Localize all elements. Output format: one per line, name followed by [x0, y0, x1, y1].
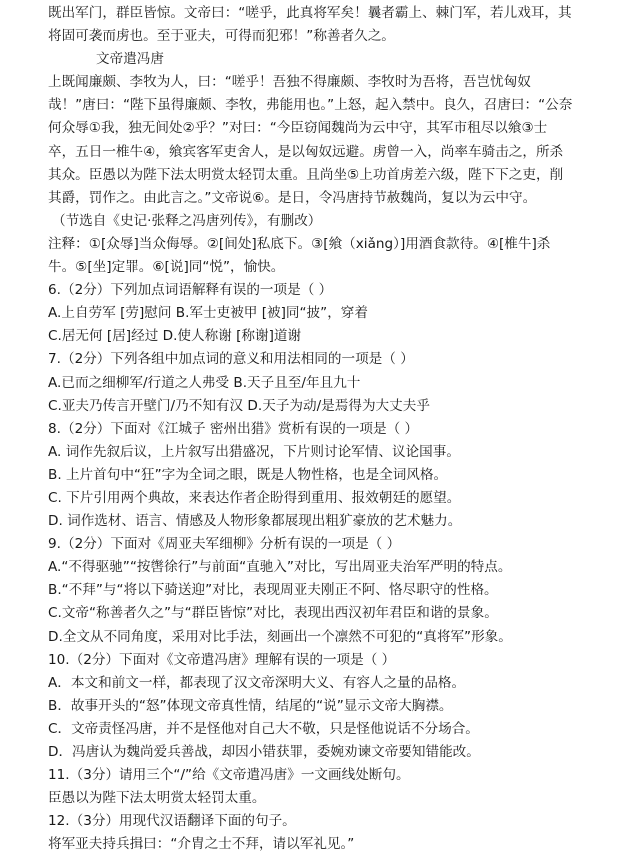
question-11: 11.（3分）请用三个“/”给《文帝遣冯唐》一文画线处断句。 [48, 767, 410, 784]
passage-line-8: 其爵，罚作之。由此言之。”文帝说⑥。是日，令冯唐持节赦魏尚，复以为云中守。 [48, 189, 537, 206]
q7-options-cd: C.亚夫乃传言开壁门/乃不知有汉 D.天子为动/是焉得为大丈夫乎 [48, 397, 430, 414]
passage-line-3: 上既闻廉颇、李牧为人，曰：“嗟乎！吾独不得廉颇、李牧时为吾将，吾岂忧匈奴 [48, 74, 531, 91]
q9-option-b: B.“不拜”与“将以下骑送迎”对比，表现周亚夫刚正不阿、恪尽职守的性格。 [48, 582, 498, 599]
q10-option-d: D．冯唐认为魏尚爱兵善战，却因小错获罪，委婉劝谏文帝要知错能改。 [48, 744, 480, 760]
question-6: 6.（2分）下列加点词语解释有误的一项是（ ） [48, 282, 333, 299]
notes-line-2: 牛。⑤[坐]定罪。⑥[说]同“悦”，愉快。 [48, 259, 285, 276]
q9-option-d: D.全文从不同角度，采用对比手法，刻画出一个凛然不可犯的“真将军”形象。 [48, 628, 512, 645]
section-title: 文帝遣冯唐 [96, 51, 164, 68]
passage-line-7: 其众。臣愚以为陛下法太明赏太轻罚太重。且尚坐⑤上功首虏差六级，陛下下之吏，削 [48, 166, 564, 183]
source-note: （节选自《史记·张释之冯唐列传》，有删改） [52, 212, 322, 229]
q6-options-ab: A.上自劳军 [劳]慰问 B.军士吏被甲 [被]同“披”，穿着 [48, 305, 368, 322]
q7-options-ab: A.已而之细柳军/行道之人弗受 B.天子且至/年且九十 [48, 374, 361, 391]
q10-option-a: A．本文和前文一样，都表现了汉文帝深明大义、有容人之量的品格。 [48, 674, 466, 691]
q6-options-cd: C.居无何 [居]经过 D.使人称谢 [称谢]道谢 [48, 328, 302, 345]
passage-line-2: 将固可袭而虏也。至于亚夫，可得而犯邪！”称善者久之。 [48, 28, 395, 45]
question-12: 12.（3分）用现代汉语翻译下面的句子。 [48, 813, 296, 830]
notes-line-1: 注释：①[众辱]当众侮辱。②[间处]私底下。③[飨（xiǎng）]用酒食款待。④[椎牛]杀 [48, 235, 551, 252]
q8-option-d: D. 词作选材、语言、情感及人物形象都展现出粗犷豪放的艺术魅力。 [48, 513, 462, 530]
q10-option-b: B．故事开头的“怒”体现文帝真性情，结尾的“说”显示文帝大胸襟。 [48, 697, 453, 714]
q12-sentence: 将军亚夫持兵揖曰：“介胄之士不拜，请以军礼见。” [48, 836, 355, 853]
question-7: 7.（2分）下列各组中加点词的意义和用法相同的一项是（ ） [48, 351, 414, 368]
q9-option-a: A.“不得驱驰”“按辔徐行”与前面“直驰入”对比，写出周亚夫治军严明的特点。 [48, 559, 512, 576]
q8-option-c: C. 下片引用两个典故，来表达作者企盼得到重用、报效朝廷的愿望。 [48, 489, 461, 506]
q8-option-a: A. 词作先叙后议，上片叙写出猎盛况，下片则讨论军情、议论国事。 [48, 443, 460, 460]
question-9: 9.（2分）下面对《周亚夫军细柳》分析有误的一项是（ ） [48, 536, 401, 553]
question-8: 8.（2分）下面对《江城子 密州出猎》赏析有误的一项是（ ） [48, 420, 419, 437]
passage-line-4: 哉！”唐曰：“陛下虽得廉颇、李牧，弗能用也。”上怒，起入禁中。良久，召唐曰：“公奈 [48, 97, 573, 114]
passage-line-6: 卒，五日一椎牛④，飨宾客军吏舍人，是以匈奴远避。虏曾一入，尚率车骑击之，所杀 [48, 143, 564, 160]
q8-option-b: B. 上片首句中“狂”字为全词之眼，既是人物性格，也是全词风格。 [48, 466, 448, 483]
question-10: 10.（2分）下面对《文帝遣冯唐》理解有误的一项是（ ） [48, 651, 396, 668]
q10-option-c: C．文帝责怪冯唐，并不是怪他对自己大不敬，只是怪他说话不分场合。 [48, 720, 479, 737]
q9-option-c: C.文帝“称善者久之”与“群臣皆惊”对比，表现出西汉初年君臣和谐的景象。 [48, 605, 498, 622]
passage-line-1: 既出军门，群臣皆惊。文帝曰：“嗟乎，此真将军矣！曩者霸上、棘门军，若儿戏耳，其 [48, 5, 572, 21]
q11-sentence: 臣愚以为陛下法太明赏太轻罚太重。 [48, 790, 266, 807]
passage-line-5: 何众辱①我，独无间处②乎？”对曰：“今臣窃闻魏尚为云中守，其军市租尽以飨③士 [48, 120, 548, 137]
